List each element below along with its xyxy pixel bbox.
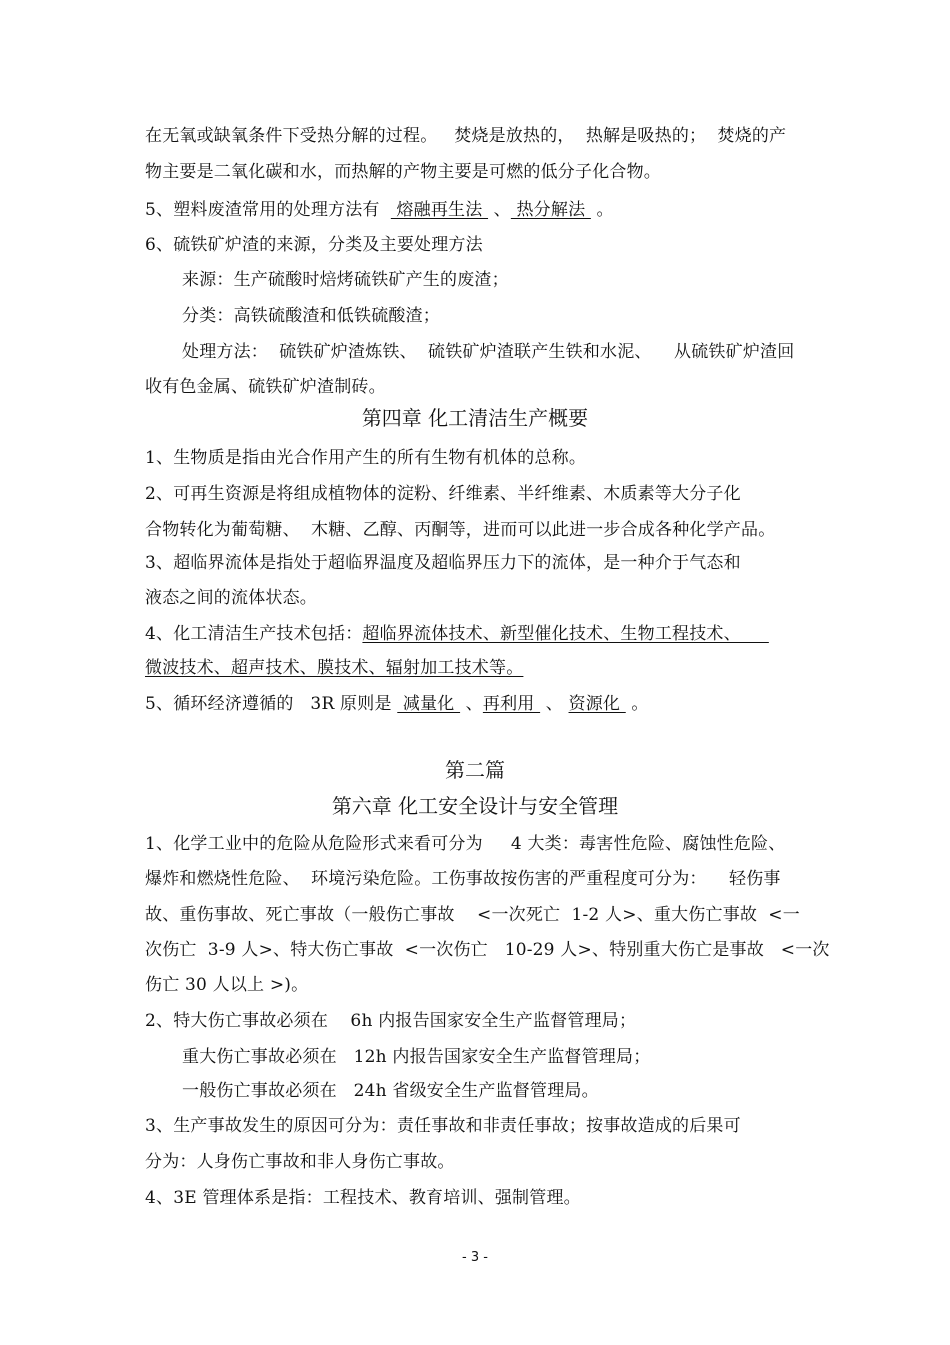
answer-underlined: 热分解法 xyxy=(510,200,591,220)
ch6-q4: 4、3E 管理体系是指：工程技术、教育培训、强制管理。 xyxy=(145,1188,581,1208)
ch4-q2: 2、可再生资源是将组成植物体的淀粉、纤维素、半纤维素、木质素等大分子化 xyxy=(145,484,741,504)
question-5-plastics: 5、塑料废渣常用的处理方法有 熔融再生法 、 热分解法 。 xyxy=(145,200,614,220)
q6-source: 来源：生产硫酸时焙烤硫铁矿产生的废渣； xyxy=(182,270,509,290)
chapter-4-title: 第四章 化工清洁生产概要 xyxy=(361,406,589,430)
ch6-q3: 3、生产事故发生的原因可分为：责任事故和非责任事故；按事故造成的后果可 xyxy=(145,1116,741,1136)
ch4-q3-cont: 液态之间的流体状态。 xyxy=(145,588,317,608)
ch6-q3-cont: 分为：人身伤亡事故和非人身伤亡事故。 xyxy=(145,1152,455,1172)
chapter-6-title: 第六章 化工安全设计与安全管理 xyxy=(331,794,619,818)
ch4-q4: 4、化工清洁生产技术包括：超临界流体技术、新型催化技术、生物工程技术、 xyxy=(145,624,769,644)
q6-category: 分类：高铁硫酸渣和低铁硫酸渣； xyxy=(182,306,440,326)
ch4-q5: 5、循环经济遵循的 3R 原则是 减量化 、再利用 、 资源化 。 xyxy=(145,694,649,714)
ch6-q1-cont: 故、重伤事故、死亡事故（一般伤亡事故 <一次死亡 1-2 人>、重大伤亡事故 <一 xyxy=(145,905,800,925)
paragraph-line: 在无氧或缺氧条件下受热分解的过程。 焚烧是放热的， 热解是吸热的； 焚烧的产 xyxy=(145,126,787,146)
ch6-q1-cont: 爆炸和燃烧性危险、 环境污染危险。工伤事故按伤害的严重程度可分为： 轻伤事 xyxy=(145,869,781,889)
answer-underlined: 减量化 xyxy=(397,694,461,714)
answer-underlined: 超临界流体技术、新型催化技术、生物工程技术、 xyxy=(362,624,769,644)
ch6-q1: 1、化学工业中的危险从危险形式来看可分为 4 大类：毒害性危险、腐蚀性危险、 xyxy=(145,834,786,854)
q6-method: 处理方法： 硫铁矿炉渣炼铁、 硫铁矿炉渣联产生铁和水泥、 从硫铁矿炉渣回 xyxy=(182,342,795,362)
answer-underlined: 再利用 xyxy=(482,694,541,714)
ch6-q2-cont: 重大伤亡事故必须在 12h 内报告国家安全生产监督管理局； xyxy=(182,1047,651,1067)
answer-underlined: 资源化 xyxy=(568,694,626,714)
ch4-q1: 1、生物质是指由光合作用产生的所有生物有机体的总称。 xyxy=(145,448,587,468)
answer-underlined: 微波技术、超声技术、膜技术、辐射加工技术等。 xyxy=(145,658,524,678)
ch4-q4-cont xyxy=(145,656,523,680)
page-number: - 3 - xyxy=(462,1250,488,1265)
ch6-q1-cont: 伤亡 30 人以上 >)。 xyxy=(145,975,309,995)
ch6-q2: 2、特大伤亡事故必须在 6h 内报告国家安全生产监督管理局； xyxy=(145,1011,637,1031)
part-2-title: 第二篇 xyxy=(445,758,505,782)
ch6-q1-cont: 次伤亡 3-9 人>、特大伤亡事故 <一次伤亡 10-29 人>、特别重大伤亡是事故 <一次 xyxy=(145,940,830,960)
ch6-q2-cont: 一般伤亡事故必须在 24h 省级安全生产监督管理局。 xyxy=(182,1081,599,1101)
q6-method-cont: 收有色金属、硫铁矿炉渣制砖。 xyxy=(145,377,386,397)
question-6-title: 6、硫铁矿炉渣的来源，分类及主要处理方法 xyxy=(145,235,483,255)
ch4-q3: 3、超临界流体是指处于超临界温度及超临界压力下的流体，是一种介于气态和 xyxy=(145,553,741,573)
ch4-q2-cont: 合物转化为葡萄糖、 木糖、乙醇、丙酮等，进而可以此进一步合成各种化学产品。 xyxy=(145,520,776,540)
answer-underlined: 熔融再生法 xyxy=(390,200,489,220)
paragraph-line: 物主要是二氧化碳和水，而热解的产物主要是可燃的低分子化合物。 xyxy=(145,162,661,182)
